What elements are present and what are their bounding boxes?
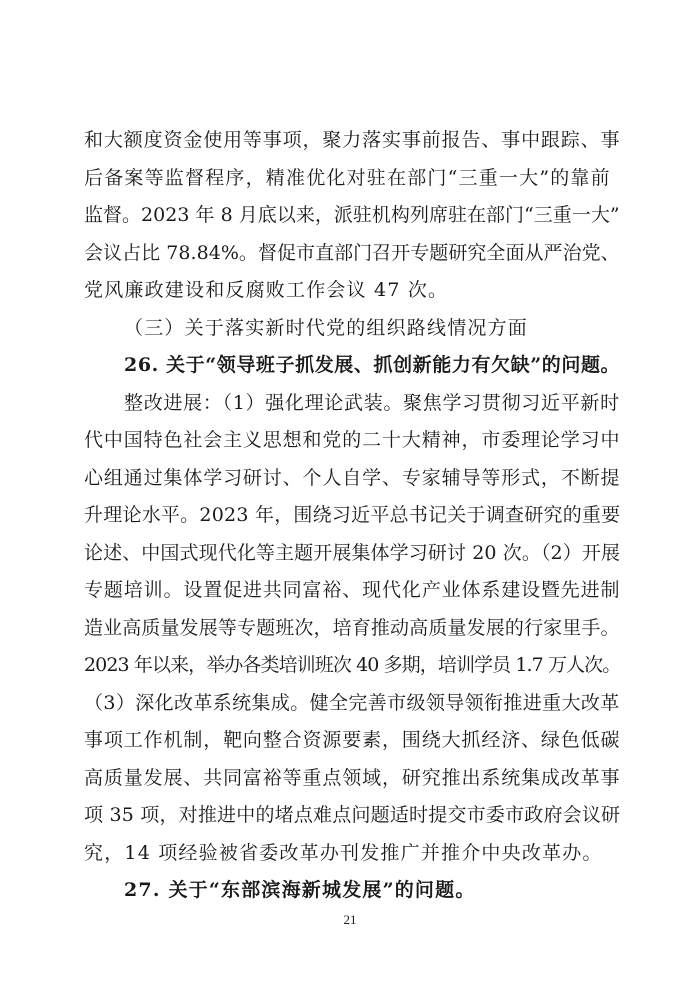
body-line: 项 35 项，对推进中的堵点难点问题适时提交市委市政府会议研 [84, 804, 621, 826]
body-line: 代中国特色社会主义思想和党的二十大精神，市委理论学习中 [84, 429, 621, 451]
body-line: 监督。2023 年 8 月底以来，派驻机构列席驻在部门“三重一大” [84, 204, 620, 226]
body-line: 后备案等监督程序，精准优化对驻在部门“三重一大”的靠前 [84, 166, 611, 189]
page-number: 21 [343, 912, 357, 927]
body-line: 专题培训。设置促进共同富裕、现代化产业体系建设暨先进制 [84, 579, 621, 601]
item-heading-26: 26. 关于“领导班子抓发展、抓创新能力有欠缺”的问题。 [124, 354, 621, 376]
item-heading-27: 27. 关于“东部滨海新城发展”的问题。 [124, 879, 476, 901]
body-line: 2023 年以来，举办各类培训班次 40 多期，培训学员 1.7 万人次。 [84, 654, 621, 676]
body-line: 论述、中国式现代化等主题开展集体学习研讨 20 次。（2）开展 [84, 541, 621, 564]
section-heading: （三）关于落实新时代党的组织路线情况方面 [124, 316, 529, 339]
body-line: 事项工作机制，靶向整合资源要素，围绕大抓经济、绿色低碳 [84, 729, 621, 751]
body-line: 高质量发展、共同富裕等重点领域，研究推出系统集成改革事 [84, 766, 621, 789]
body-line: 党风廉政建设和反腐败工作会议 47 次。 [84, 279, 449, 301]
body-line: 升理论水平。2023 年，围绕习近平总书记关于调查研究的重要 [84, 504, 621, 526]
body-line: 究，14 项经验被省委改革办刊发推广并推介中央改革办。 [84, 841, 603, 864]
body-line: 心组通过集体学习研讨、个人自学、专家辅导等形式，不断提 [84, 466, 621, 489]
body-line: 会议占比 78.84%。督促市直部门召开专题研究全面从严治党、 [84, 241, 620, 264]
body-line: 造业高质量发展等专题班次，培育推动高质量发展的行家里手。 [84, 616, 620, 639]
body-line: （3）深化改革系统集成。健全完善市级领导领衔推进重大改革 [84, 691, 620, 714]
body-line: 整改进展：（1）强化理论武装。聚焦学习贯彻习近平新时 [124, 391, 620, 414]
body-line: 和大额度资金使用等事项，聚力落实事前报告、事中跟踪、事 [84, 129, 621, 151]
